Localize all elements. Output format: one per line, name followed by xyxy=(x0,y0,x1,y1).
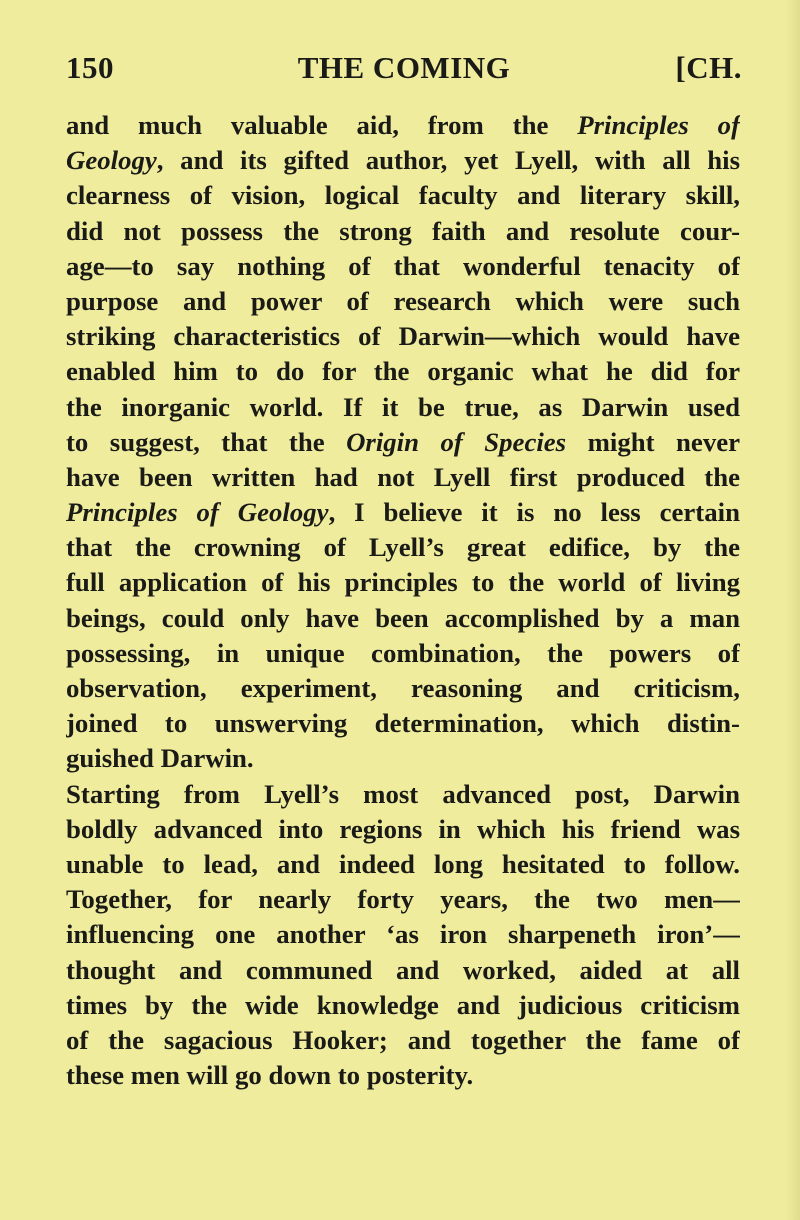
text-line xyxy=(66,1023,740,1058)
line-text: joined to unswerving determination, which distin- xyxy=(66,708,740,739)
line-text: times by the wide knowledge and judicious criticism xyxy=(66,989,740,1020)
running-title: THE COMING xyxy=(297,50,511,85)
line-text: , and its gifted author, yet Lyell, with all his xyxy=(156,145,740,176)
line-text: observation, experiment, reasoning and criticism, xyxy=(66,673,740,703)
text-line xyxy=(66,530,740,565)
text-line xyxy=(66,777,740,812)
italic-title-text: Origin of Species xyxy=(346,426,567,457)
text-line xyxy=(66,319,740,354)
line-text: that the crowning of Lyell’s great edifice, by the xyxy=(66,532,740,563)
line-text: might never xyxy=(566,426,740,457)
text-line xyxy=(66,917,740,952)
line-text: guished Darwin. xyxy=(66,743,254,774)
line-text: full application of his principles to the world of living xyxy=(66,567,740,598)
italic-title-text: Geology xyxy=(66,145,157,176)
text-line xyxy=(66,143,740,178)
page-number: 150 xyxy=(66,50,114,85)
text-line xyxy=(66,565,740,600)
text-line xyxy=(66,741,740,776)
line-text: thought and communed and worked, aided at all xyxy=(66,954,740,985)
line-text: have been written had not Lyell first produced the xyxy=(66,461,740,492)
italic-title-text: Principles of Geology xyxy=(66,497,329,528)
text-line xyxy=(66,636,740,671)
line-text: Together, for nearly forty years, the two men— xyxy=(66,884,740,915)
text-line xyxy=(66,284,740,319)
text-line xyxy=(66,249,740,284)
text-line xyxy=(66,882,740,917)
line-text: to suggest, that the xyxy=(66,426,347,457)
text-line xyxy=(66,812,740,847)
text-line xyxy=(66,953,740,988)
text-line xyxy=(66,214,740,249)
text-line xyxy=(66,178,740,213)
text-line xyxy=(66,988,740,1023)
line-text: did not possess the strong faith and resolute cour- xyxy=(66,215,740,246)
text-line xyxy=(66,425,740,460)
running-head xyxy=(66,50,742,90)
text-line xyxy=(66,847,740,882)
line-text: purpose and power of research which were such xyxy=(66,285,740,316)
line-text: possessing, in unique combination, the powers of xyxy=(66,637,740,668)
text-line xyxy=(66,390,740,425)
body-text xyxy=(66,108,740,1093)
text-line xyxy=(66,495,740,530)
line-text: the inorganic world. If it be true, as Darwin used xyxy=(66,391,740,422)
text-line xyxy=(66,460,740,495)
line-text: these men will go down to posterity. xyxy=(66,1060,474,1091)
text-line xyxy=(66,671,740,706)
line-text: Starting from Lyell’s most advanced post, Darwin xyxy=(66,778,740,809)
italic-title-text: Principles of xyxy=(577,110,740,140)
line-text: boldly advanced into regions in which his friend was xyxy=(66,813,740,844)
line-text: enabled him to do for the organic what he did for xyxy=(66,356,740,387)
chapter-abbreviation: [CH. xyxy=(675,50,742,85)
line-text: of the sagacious Hooker; and together the fame of xyxy=(66,1024,740,1055)
line-text: influencing one another ‘as iron sharpeneth iron’— xyxy=(66,919,740,950)
line-text: beings, could only have been accomplished by a man xyxy=(66,602,740,633)
text-line xyxy=(66,354,740,389)
line-text: unable to lead, and indeed long hesitated to follow. xyxy=(66,848,740,879)
line-text: age—to say nothing of that wonderful tenacity of xyxy=(66,250,740,281)
page-edge-shadow xyxy=(786,0,800,1220)
text-line xyxy=(66,1058,740,1093)
text-line xyxy=(66,601,740,636)
text-line xyxy=(66,706,740,741)
line-text: and much valuable aid, from the xyxy=(66,110,578,140)
line-text: striking characteristics of Darwin—which would have xyxy=(66,321,740,352)
line-text: , I believe it is no less certain xyxy=(328,497,740,528)
line-text: clearness of vision, logical faculty and literary skill, xyxy=(66,180,740,211)
text-line xyxy=(66,108,740,143)
